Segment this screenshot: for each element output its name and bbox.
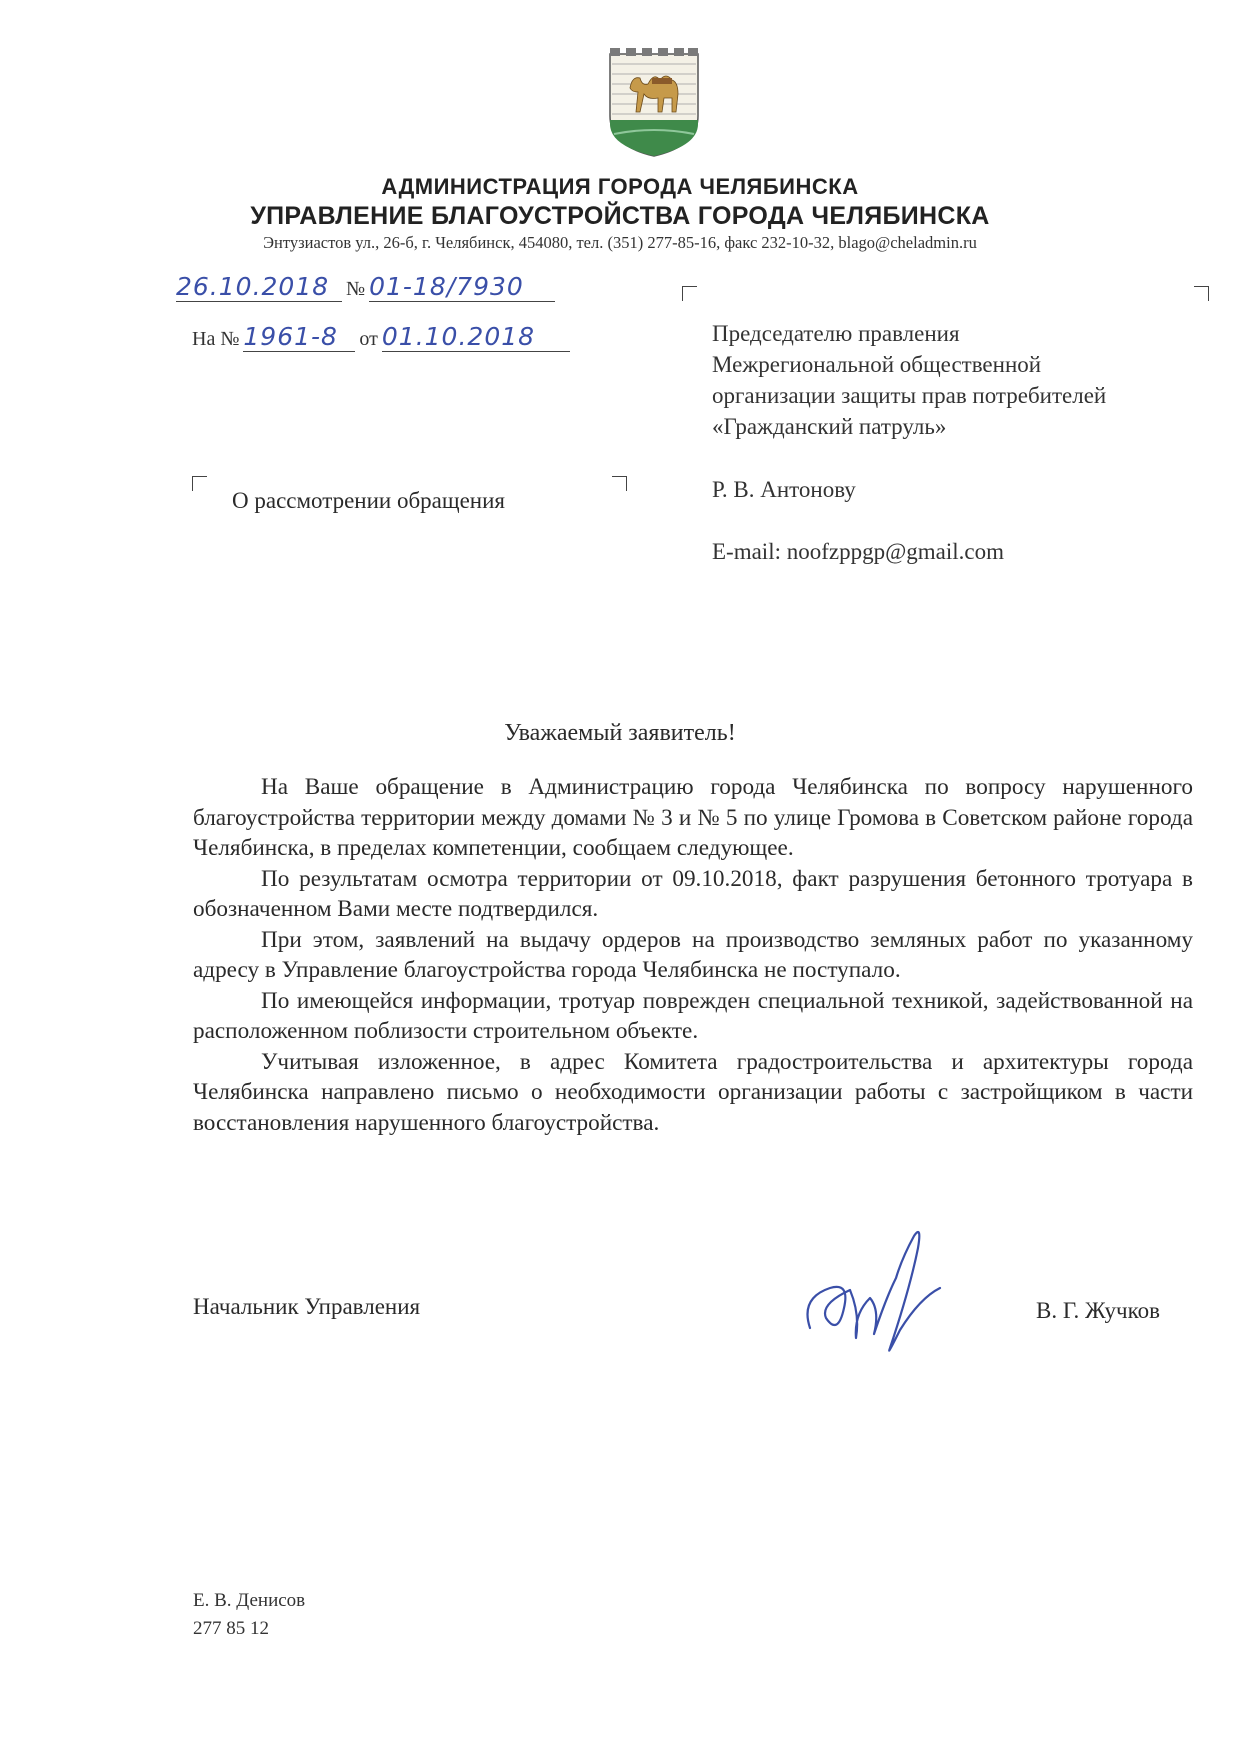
chelyabinsk-coat-of-arms: [604, 46, 704, 158]
incoming-reference: [192, 322, 570, 352]
number-label: №: [346, 278, 366, 300]
executor-name: Е. В. Денисов: [193, 1590, 306, 1611]
recipient-name: Р. В. Антонову: [712, 477, 856, 502]
subject-bracket-left: [192, 476, 207, 491]
recipient-line-1: Председателю правления: [712, 321, 960, 346]
recipient-line-2: Межрегиональной общественной: [712, 352, 1042, 377]
body-paragraph: При этом, заявлений на выдачу ордеров на производство земляных работ по указанному адресу в Управление благоустройства города Челябинска не поступало.: [193, 926, 1193, 983]
reply-to-date: 01.10.2018: [382, 322, 570, 352]
letter-body: [193, 772, 1193, 1138]
organization-line-1: АДМИНИСТРАЦИЯ ГОРОДА ЧЕЛЯБИНСКА: [381, 174, 859, 199]
letter-subject: О рассмотрении обращения: [232, 488, 505, 513]
body-paragraph: По результатам осмотра территории от 09.10.2018, факт разрушения бетонного тротуара в обозначенном Вами месте подтвердился.: [193, 865, 1193, 922]
reply-to-label: На №: [192, 328, 240, 350]
signatory-position: Начальник Управления: [193, 1294, 421, 1319]
handwritten-signature: [790, 1218, 960, 1368]
recipient-email: E-mail: noofzppgp@gmail.com: [712, 539, 1005, 564]
outgoing-number: 01-18/7930: [369, 272, 555, 302]
subject-bracket-right: [612, 476, 627, 491]
body-paragraph: На Ваше обращение в Администрацию города Челябинска по вопросу нарушенного благоустройства территории между домами № 3 и № 5 по улице Громова в Советском районе города Челябинска, в пределах компетенции, сообщаем следующее.: [193, 774, 1193, 861]
outgoing-date: 26.10.2018: [176, 272, 342, 302]
body-paragraph: Учитывая изложенное, в адрес Комитета градостроительства и архитектуры города Челябинска направлено письмо о необходимости организации работы с застройщиком в части восстановления нарушенного благоустройства.: [193, 1048, 1193, 1136]
recipient-bracket-left: [682, 286, 697, 301]
recipient-line-3: организации защиты прав потребителей: [712, 383, 1107, 408]
recipient-bracket-right: [1194, 286, 1209, 301]
signatory-name: В. Г. Жучков: [1036, 1298, 1160, 1323]
reply-to-number: 1961-8: [243, 322, 355, 352]
organization-line-2: УПРАВЛЕНИЕ БЛАГОУСТРОЙСТВА ГОРОДА ЧЕЛЯБИНСКА: [250, 202, 990, 230]
body-paragraph: По имеющейся информации, тротуар поврежден специальной техникой, задействованной на расположенном поблизости строительном объекте.: [193, 987, 1193, 1044]
recipient-line-4: «Гражданский патруль»: [712, 414, 947, 439]
organization-contacts: Энтузиастов ул., 26-б, г. Челябинск, 454080, тел. (351) 277-85-16, факс 232-10-32, blago@cheladmin.ru: [263, 233, 977, 252]
recipient-block: [712, 318, 1106, 442]
greeting: Уважаемый заявитель!: [504, 720, 736, 746]
outgoing-registration: [176, 272, 555, 302]
executor-phone: 277 85 12: [193, 1618, 269, 1639]
from-label: от: [359, 328, 378, 350]
